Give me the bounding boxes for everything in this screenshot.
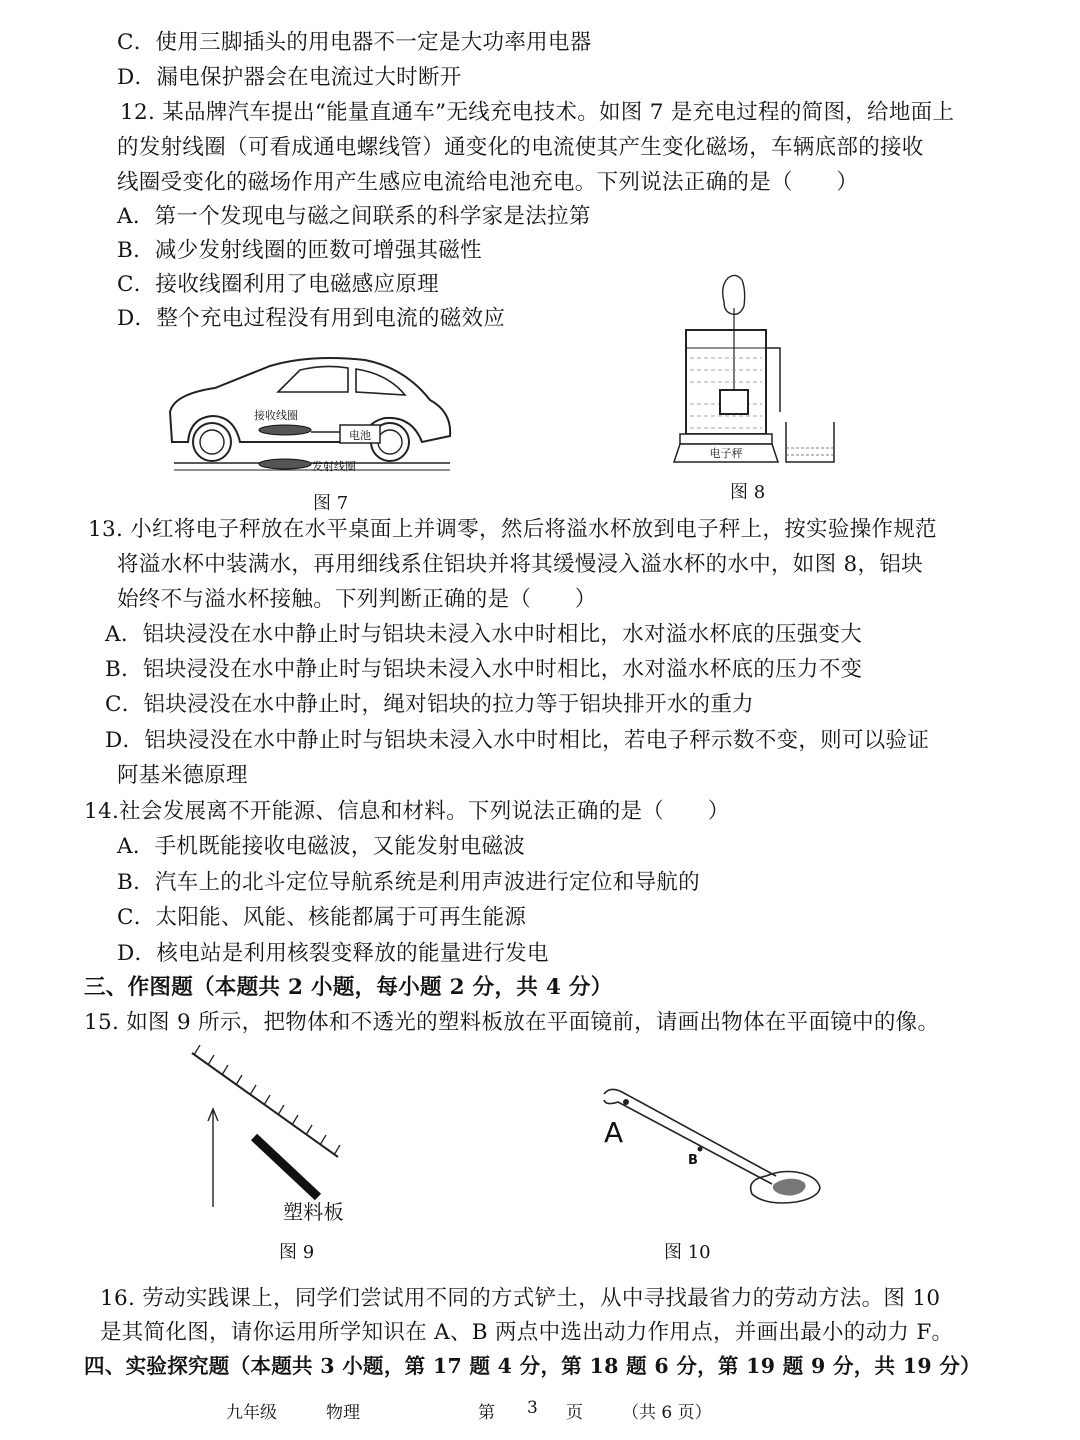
receive-coil-label: 接收线圈 xyxy=(254,409,298,422)
q12-stem-line2: 的发射线圈（可看成通电螺线管）通变化的电流使其产生变化磁场，车辆底部的接收 xyxy=(117,135,924,160)
footer-page-suffix: 页 xyxy=(566,1403,583,1423)
footer-subject: 物理 xyxy=(326,1403,360,1423)
aluminum-block xyxy=(720,390,748,414)
section-3-heading: 三、作图题（本题共 2 小题，每小题 2 分，共 4 分） xyxy=(84,975,613,1000)
plastic-board xyxy=(254,1137,318,1197)
q12-option-b: B．减少发射线圈的匝数可增强其磁性 xyxy=(117,238,482,263)
footer-total-pages: （共 6 页） xyxy=(622,1403,712,1423)
battery-label: 电池 xyxy=(349,429,371,442)
q13-stem-line3: 始终不与溢水杯接触。下列判断正确的是（ ） xyxy=(117,587,597,612)
q16-line1: 16. 劳动实践课上，同学们尝试用不同的方式铲土，从中寻找最省力的劳动方法。图 10 xyxy=(100,1286,941,1311)
spout xyxy=(766,348,780,412)
footer-grade: 九年级 xyxy=(226,1403,277,1423)
point-a-marker xyxy=(623,1099,629,1105)
plastic-board-label: 塑料板 xyxy=(283,1200,344,1224)
q14-option-b: B．汽车上的北斗定位导航系统是利用声波进行定位和导航的 xyxy=(117,870,700,895)
q12-stem-line3: 线圈受变化的磁场作用产生感应电流给电池充电。下列说法正确的是（ ） xyxy=(117,170,859,195)
q13-option-d-line2: 阿基米德原理 xyxy=(117,763,248,788)
footer-page-prefix: 第 xyxy=(478,1403,495,1423)
q11-option-c: C．使用三脚插头的用电器不一定是大功率用电器 xyxy=(117,30,592,55)
q14-stem: 14.社会发展离不开能源、信息和材料。下列说法正确的是（ ） xyxy=(84,799,730,824)
beaker xyxy=(786,422,834,462)
section-4-heading: 四、实验探究题（本题共 3 小题，第 17 题 4 分，第 18 题 6 分，第 19 题 9 分，共 19 分） xyxy=(84,1354,981,1378)
q13-stem-line2: 将溢水杯中装满水，再用细线系住铝块并将其缓慢浸入溢水杯的水中，如图 8，铝块 xyxy=(117,552,923,577)
receive-coil xyxy=(259,425,311,435)
footer-page-number: 3 xyxy=(527,1398,538,1418)
q15-stem: 15. 如图 9 所示，把物体和不透光的塑料板放在平面镜前，请画出物体在平面镜中的像。 xyxy=(84,1010,940,1035)
point-b-marker xyxy=(698,1147,703,1152)
q14-option-a: A．手机既能接收电磁波，又能发射电磁波 xyxy=(117,834,526,859)
q13-option-b: B．铝块浸没在水中静止时与铝块未浸入水中时相比，水对溢水杯底的压力不变 xyxy=(105,657,863,682)
q13-option-a: A．铝块浸没在水中静止时与铝块未浸入水中时相比，水对溢水杯底的压强变大 xyxy=(105,622,863,647)
q12-stem-line1: 12. 某品牌汽车提出“能量直通车”无线充电技术。如图 7 是充电过程的简图，给地面上 xyxy=(120,100,955,125)
q14-option-d: D．核电站是利用核裂变释放的能量进行发电 xyxy=(117,941,549,966)
front-wheel xyxy=(193,423,231,461)
q16-line2: 是其简化图，请你运用所学知识在 A、B 两点中选出动力作用点，并画出最小的动力 F。 xyxy=(100,1320,954,1345)
figure-8-scale-diagram xyxy=(672,272,842,472)
figure-8-caption: 图 8 xyxy=(730,482,766,503)
q11-option-d: D．漏电保护器会在电流过大时断开 xyxy=(117,65,462,90)
transmit-coil-label: 发射线圈 xyxy=(312,460,356,473)
figure-7-car-diagram xyxy=(160,350,460,485)
scale-label: 电子秤 xyxy=(709,447,743,460)
mirror-hatching xyxy=(194,1045,340,1155)
figure-9-caption: 图 9 xyxy=(279,1242,315,1263)
q12-option-c: C．接收线圈利用了电磁感应原理 xyxy=(117,272,439,297)
q14-option-c: C．太阳能、风能、核能都属于可再生能源 xyxy=(117,905,527,930)
scale-top xyxy=(680,434,772,444)
figure-7-caption: 图 7 xyxy=(313,493,349,514)
q13-option-c: C．铝块浸没在水中静止时，绳对铝块的拉力等于铝块排开水的重力 xyxy=(105,692,754,717)
transmit-coil xyxy=(259,459,311,469)
q12-option-a: A．第一个发现电与磁之间联系的科学家是法拉第 xyxy=(117,204,591,229)
q13-option-d-line1: D．铝块浸没在水中静止时与铝块未浸入水中时相比，若电子秤示数不变，则可以验证 xyxy=(105,728,930,753)
figure-10-caption: 图 10 xyxy=(664,1242,711,1263)
point-a-label: A xyxy=(604,1116,624,1149)
q12-option-d: D．整个充电过程没有用到电流的磁效应 xyxy=(117,306,506,331)
point-b-label: B xyxy=(688,1153,698,1168)
q13-stem-line1: 13. 小红将电子秤放在水平桌面上并调零，然后将溢水杯放到电子秤上，按实验操作规范 xyxy=(88,517,937,542)
figure-10-shovel-diagram xyxy=(596,1080,836,1215)
soil xyxy=(773,1179,806,1196)
car-windows xyxy=(278,366,405,395)
